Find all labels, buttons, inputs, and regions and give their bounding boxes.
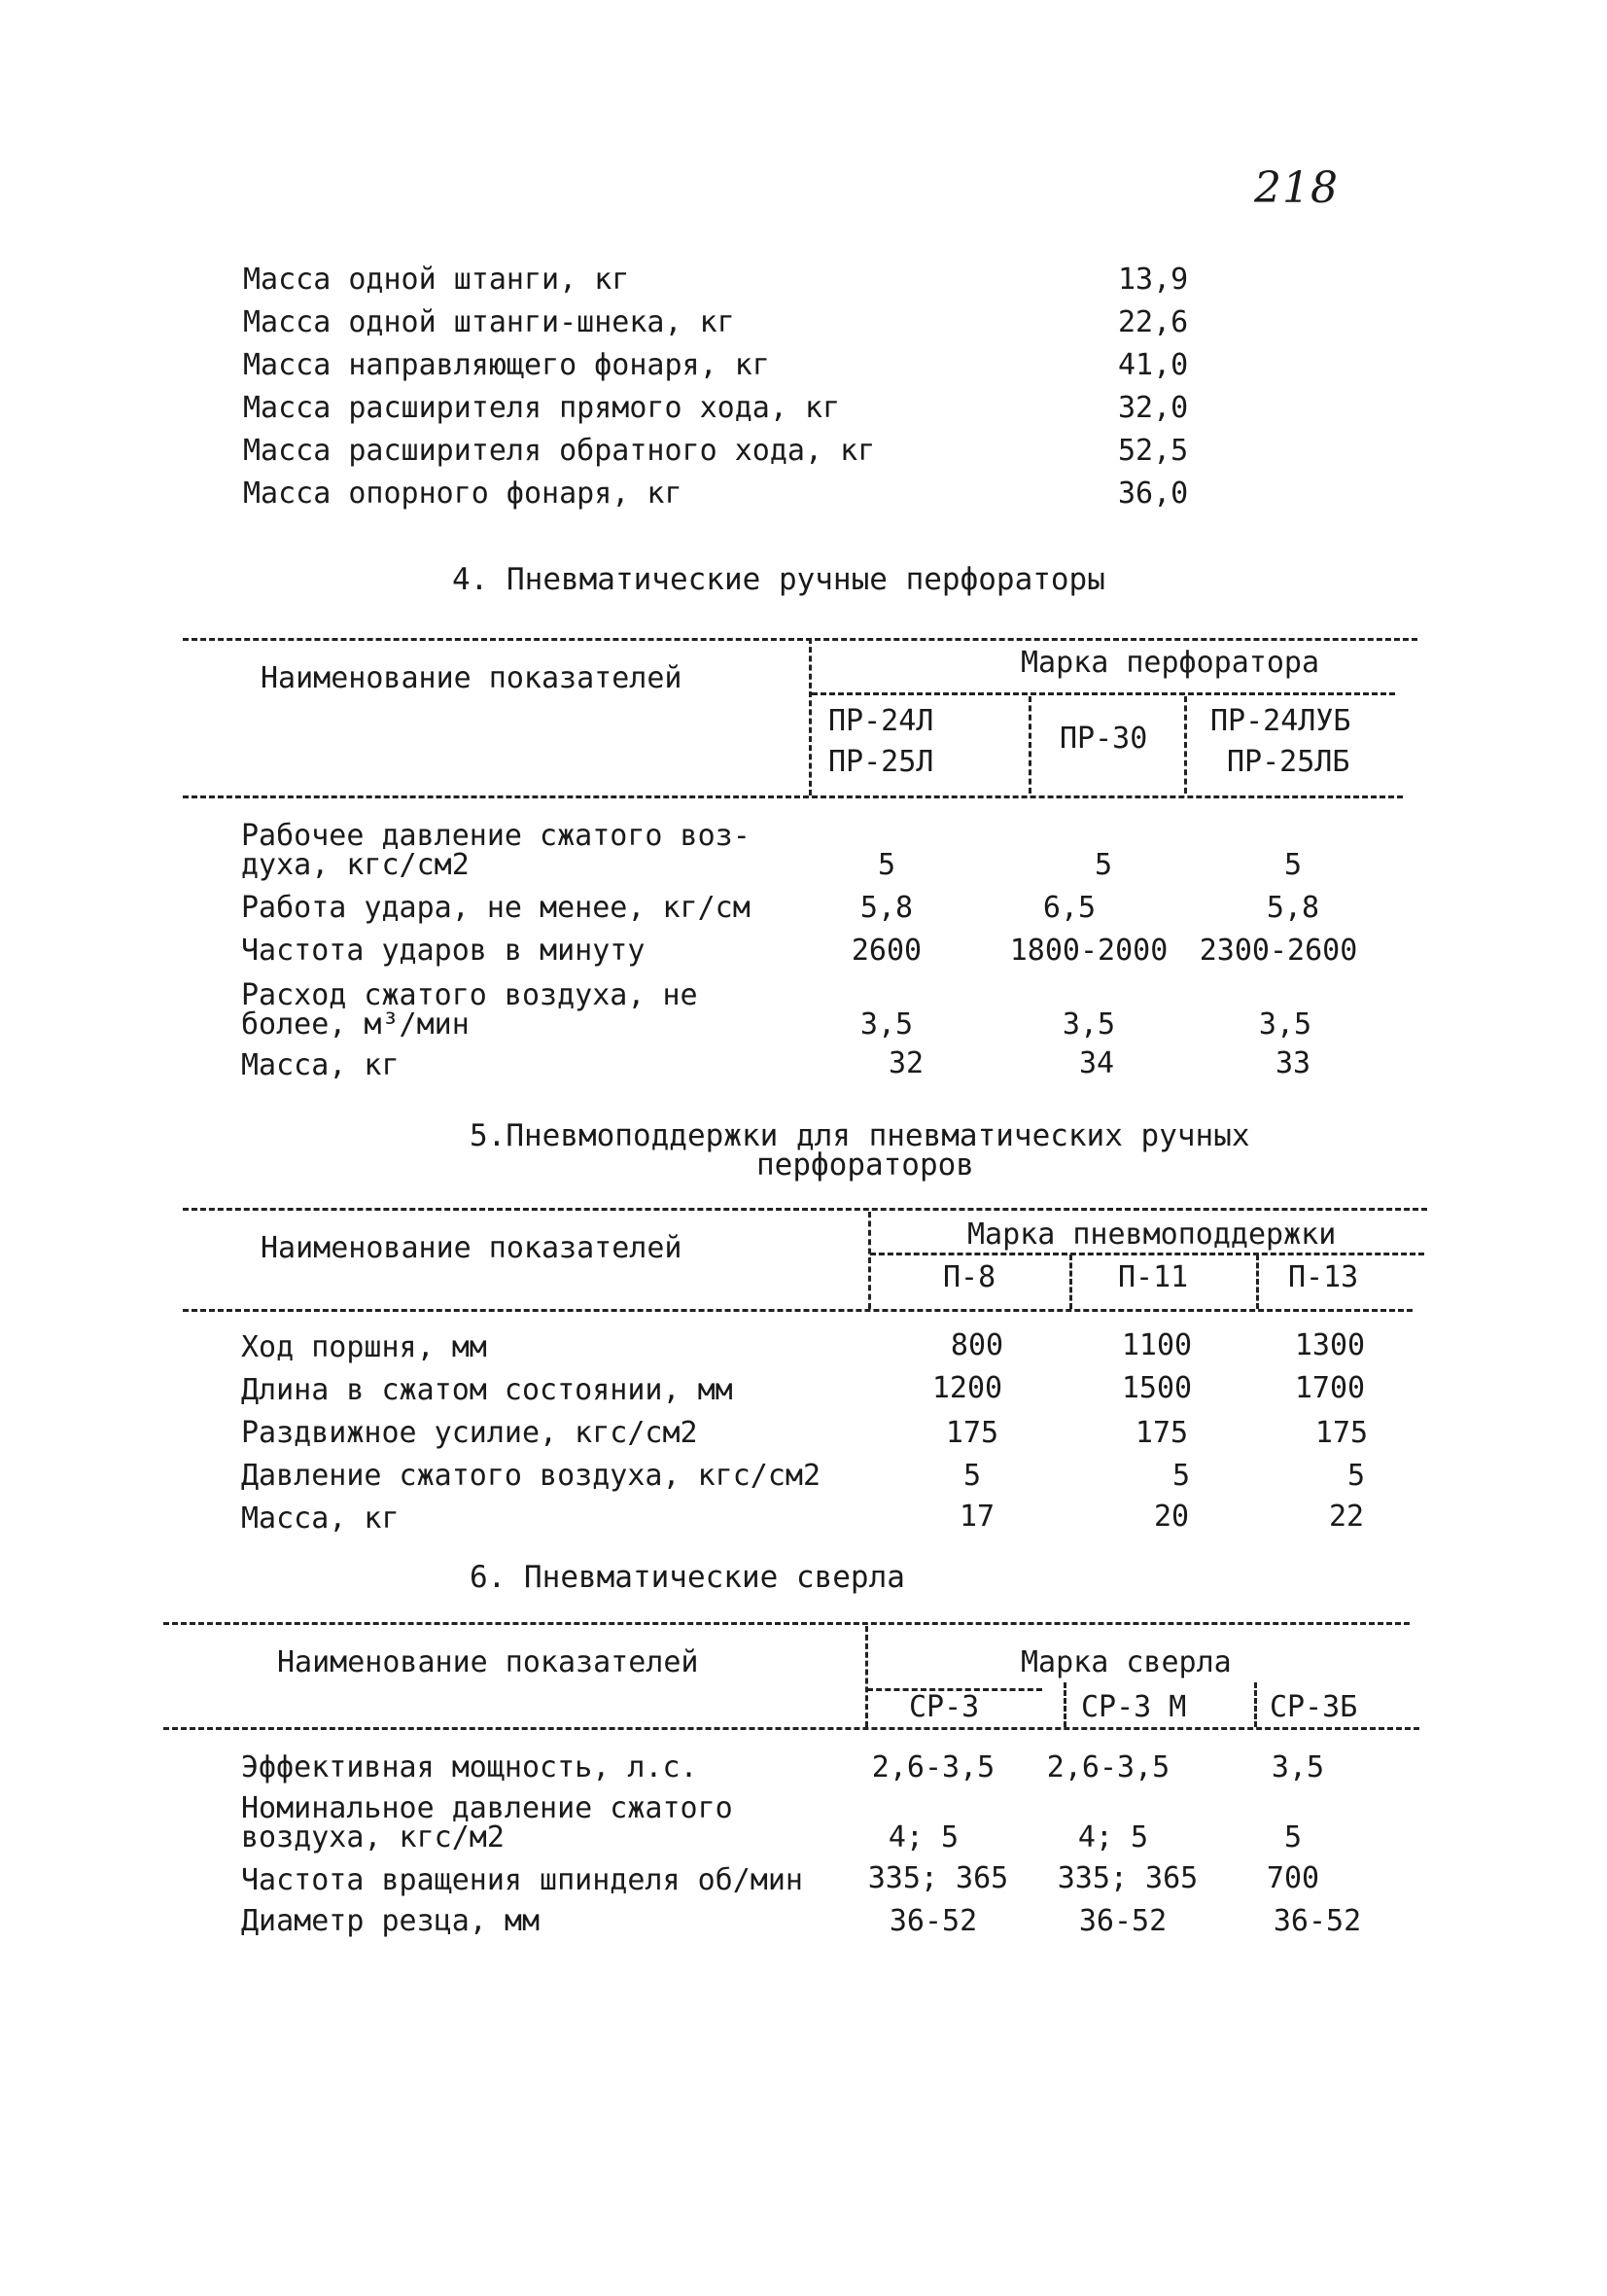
- cell-value: 335; 365: [867, 1861, 1009, 1895]
- model-label: СР-3: [909, 1690, 980, 1724]
- mass-value: 41,0: [1118, 348, 1189, 382]
- table-rule: [183, 638, 1417, 641]
- section4-title: 4. Пневматические ручные перфораторы: [452, 562, 1105, 597]
- row-name: Частота ударов в минуту: [241, 934, 646, 968]
- mass-label: Масса расширителя прямого хода, кг: [243, 391, 841, 425]
- mass-value: 22,6: [1118, 305, 1189, 339]
- row-name: Частота вращения шпинделя об/мин: [241, 1863, 803, 1897]
- header-brand: Марка пневмоподдержки: [967, 1218, 1337, 1252]
- header-name: Наименование показателей: [261, 1231, 682, 1265]
- cell-value: 36-52: [889, 1904, 978, 1938]
- cell-value: 5,8: [1266, 891, 1320, 925]
- cell-value: 3,5: [1271, 1750, 1325, 1784]
- column-divider: [1256, 1254, 1259, 1309]
- header-brand: Марка перфоратора: [1021, 646, 1320, 680]
- mass-value: 36,0: [1118, 477, 1189, 511]
- mass-label: Масса одной штанги-шнека, кг: [243, 305, 735, 339]
- cell-value: 2,6-3,5: [871, 1750, 996, 1784]
- column-divider: [809, 638, 812, 795]
- table-rule: [183, 1309, 1413, 1312]
- mass-label: Масса расширителя обратного хода, кг: [243, 434, 876, 468]
- cell-value: 335; 365: [1057, 1861, 1199, 1895]
- mass-label: Масса направляющего фонаря, кг: [243, 348, 770, 382]
- row-name: Масса, кг: [241, 1501, 400, 1536]
- mass-value: 32,0: [1118, 391, 1189, 425]
- model-label: П-8: [943, 1260, 996, 1294]
- model-label: ПР-24ЛУБ: [1210, 704, 1351, 738]
- cell-value: 3,5: [1258, 1007, 1312, 1042]
- cell-value: 2300-2600: [1199, 934, 1358, 968]
- cell-value: 175: [945, 1416, 999, 1450]
- table-rule: [183, 795, 1403, 798]
- table-rule: [812, 692, 1395, 695]
- cell-value: 5: [877, 848, 896, 882]
- cell-value: 36-52: [1273, 1904, 1362, 1938]
- section5-title-continued: перфораторов: [756, 1148, 974, 1183]
- column-divider: [1064, 1682, 1066, 1727]
- model-label: ПР-25Л: [828, 745, 934, 779]
- model-label: ПР-25ЛБ: [1227, 745, 1350, 779]
- table-rule: [163, 1727, 1419, 1730]
- mass-label: Масса одной штанги, кг: [243, 263, 630, 297]
- model-label: ПР-30: [1060, 722, 1148, 756]
- cell-value: 2,6-3,5: [1046, 1750, 1170, 1784]
- header-brand: Марка сверла: [1021, 1645, 1232, 1679]
- model-label: ПР-24Л: [828, 704, 934, 738]
- cell-value: 700: [1266, 1861, 1320, 1895]
- page-number: 218: [1254, 163, 1339, 213]
- mass-value: 13,9: [1118, 263, 1189, 297]
- model-label: СР-3 М: [1081, 1690, 1187, 1724]
- section6-title: 6. Пневматические сверла: [470, 1560, 905, 1595]
- cell-value: 4; 5: [1077, 1820, 1149, 1854]
- model-label: СР-3Б: [1270, 1690, 1358, 1724]
- cell-value: 6,5: [1042, 891, 1097, 925]
- column-divider: [1184, 696, 1187, 794]
- cell-value: 4; 5: [888, 1820, 960, 1854]
- header-name: Наименование показателей: [277, 1645, 699, 1679]
- table-rule: [183, 1208, 1427, 1211]
- row-name: Раздвижное усилие, кгс/см2: [241, 1416, 698, 1450]
- cell-value: 5: [962, 1459, 982, 1493]
- column-divider: [1029, 696, 1031, 794]
- row-name: Давление сжатого воздуха, кгс/см2: [241, 1459, 821, 1493]
- cell-value: 175: [1135, 1416, 1189, 1450]
- cell-value: 36-52: [1078, 1904, 1168, 1938]
- row-name: Эффективная мощность, л.с.: [241, 1750, 698, 1784]
- cell-value: 2600: [851, 934, 923, 968]
- row-name: Рабочее давление сжатого воз-: [241, 819, 751, 853]
- cell-value: 1300: [1294, 1328, 1366, 1362]
- table-rule: [163, 1622, 1410, 1625]
- cell-value: 17: [959, 1500, 996, 1534]
- cell-value: 800: [950, 1328, 1004, 1362]
- cell-value: 3,5: [859, 1007, 914, 1042]
- cell-value: 34: [1078, 1046, 1115, 1080]
- cell-value: 33: [1275, 1046, 1311, 1080]
- section5-title: 5.Пневмоподдержки для пневматических ручных: [470, 1118, 1250, 1153]
- cell-value: 5: [1094, 848, 1113, 882]
- cell-value: 1500: [1121, 1371, 1193, 1405]
- mass-label: Масса опорного фонаря, кг: [243, 477, 682, 511]
- header-name: Наименование показателей: [261, 661, 682, 695]
- column-divider: [868, 1212, 871, 1309]
- mass-value: 52,5: [1118, 434, 1189, 468]
- model-label: П-11: [1118, 1260, 1189, 1294]
- cell-value: 32: [888, 1046, 925, 1080]
- row-name: Номинальное давление сжатого: [241, 1791, 733, 1825]
- cell-value: 5: [1283, 1820, 1303, 1854]
- column-divider: [865, 1626, 868, 1727]
- cell-value: 3,5: [1062, 1007, 1116, 1042]
- cell-value: 1700: [1294, 1371, 1366, 1405]
- cell-value: 1800-2000: [1009, 934, 1169, 968]
- row-name: более, м³/мин: [241, 1007, 470, 1042]
- cell-value: 1200: [931, 1371, 1003, 1405]
- cell-value: 5: [1283, 848, 1303, 882]
- cell-value: 20: [1153, 1500, 1190, 1534]
- row-name: Работа удара, не менее, кг/см: [241, 891, 751, 925]
- cell-value: 5: [1171, 1459, 1191, 1493]
- cell-value: 5,8: [859, 891, 914, 925]
- cell-value: 175: [1314, 1416, 1369, 1450]
- row-name: воздуха, кгс/м2: [241, 1820, 505, 1854]
- column-divider: [1254, 1682, 1257, 1727]
- cell-value: 22: [1328, 1500, 1365, 1534]
- cell-value: 1100: [1121, 1328, 1193, 1362]
- row-name: Диаметр резца, мм: [241, 1904, 541, 1938]
- row-name: Масса, кг: [241, 1048, 400, 1082]
- table-rule: [870, 1253, 1424, 1255]
- cell-value: 5: [1346, 1459, 1366, 1493]
- model-label: П-13: [1288, 1260, 1359, 1294]
- row-name: Расход сжатого воздуха, не: [241, 978, 698, 1012]
- row-name: Ход поршня, мм: [241, 1330, 487, 1364]
- row-name: Длина в сжатом состоянии, мм: [241, 1373, 733, 1407]
- column-divider: [1069, 1254, 1072, 1309]
- row-name: духа, кгс/см2: [241, 848, 470, 882]
